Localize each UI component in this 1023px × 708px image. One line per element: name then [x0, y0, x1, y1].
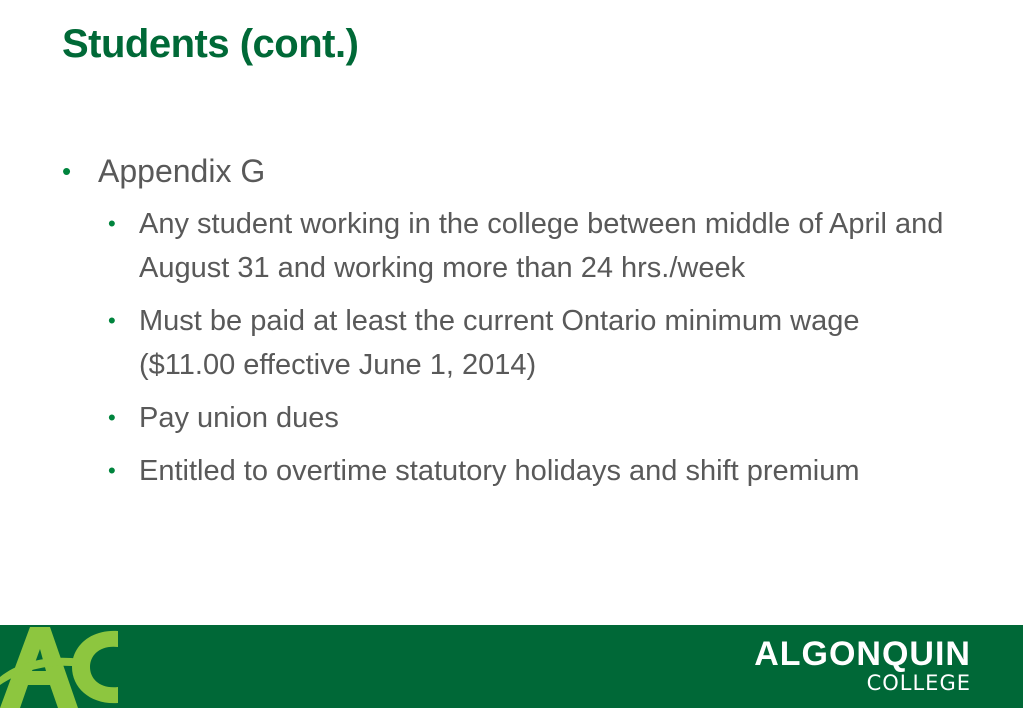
sub-bullet-text: Must be paid at least the current Ontario minimum wage ($11.00 effective June 1, 2014): [139, 305, 860, 381]
sub-bullet-text: Pay union dues: [139, 402, 339, 434]
bullet-dot-icon: •: [108, 211, 116, 236]
bullet-item-appendix: [62, 148, 962, 194]
bullet-dot-icon: •: [108, 458, 116, 483]
sub-bullet-item: [104, 449, 962, 493]
sub-bullet-item: [104, 396, 962, 440]
slide-content: [62, 148, 962, 502]
sub-bullet-item: [104, 202, 962, 290]
sub-bullet-list: [104, 202, 962, 493]
sub-bullet-text: Entitled to overtime statutory holidays and shift premium: [139, 455, 860, 487]
sub-bullet-text: Any student working in the college between middle of April and August 31 and working more than 24 hrs./week: [139, 208, 944, 284]
bullet-dot-icon: •: [108, 308, 116, 333]
ac-logo-icon: [0, 625, 130, 708]
bullet-dot-icon: •: [62, 156, 72, 186]
bullet-text: Appendix G: [98, 153, 266, 189]
bullet-dot-icon: •: [108, 405, 116, 430]
slide-title: Students (cont.): [62, 22, 359, 66]
wordmark-sub: COLLEGE: [866, 671, 971, 695]
footer-bar: [0, 625, 1023, 708]
wordmark-main: ALGONQUIN: [754, 635, 971, 673]
sub-bullet-item: [104, 299, 962, 387]
algonquin-wordmark: [754, 637, 971, 695]
